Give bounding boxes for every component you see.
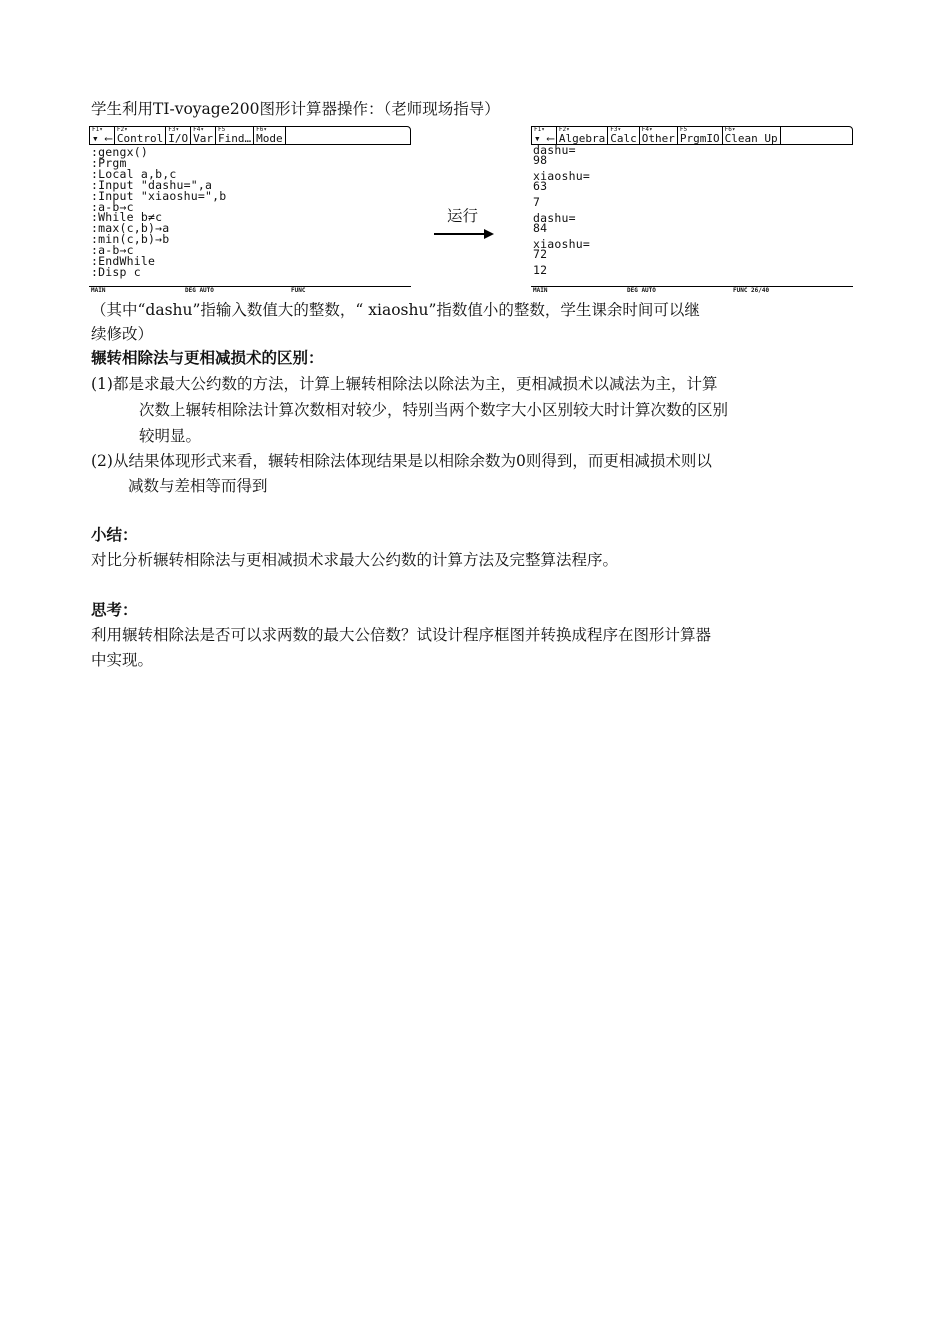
screen-line: 84 xyxy=(533,221,548,235)
summary-heading: 小结： xyxy=(91,526,138,544)
toolbar-menu-label: PrgmIO xyxy=(679,132,720,145)
intro-text: 学生利用TI-voyage200图形计算器操作：（老师现场指导） xyxy=(91,100,500,118)
toolbar-menu-label: Clean Up xyxy=(724,132,778,145)
screen-line: 98 xyxy=(533,153,548,167)
function-key-label: F4▾ xyxy=(193,126,204,133)
status-func: FUNC xyxy=(291,287,306,294)
status-func: FUNC 26/40 xyxy=(733,287,770,294)
function-key-label: F1▾ xyxy=(534,126,545,133)
point-1-line-1: (1)都是求最大公约数的方法，计算上辗转相除法以除法为主，更相减损术以减法为主，计算 xyxy=(91,375,718,393)
toolbar-menu-label: Algebra xyxy=(558,132,606,145)
function-key-label: F2▾ xyxy=(116,126,128,133)
function-key-label: F3▾ xyxy=(168,126,180,133)
screen-line: :Local a,b,c xyxy=(91,166,177,181)
toolbar-menu-label: Mode xyxy=(256,132,283,145)
function-key-label: F2▾ xyxy=(558,126,570,133)
run-arrow xyxy=(434,204,494,244)
function-key-label: F6▾ xyxy=(256,126,267,133)
screen-line: xiaoshu= xyxy=(533,169,590,183)
function-key-label: F5 xyxy=(217,126,226,133)
think-line-2: 中实现。 xyxy=(91,651,154,669)
screen-line: :a-b→c xyxy=(91,199,134,214)
toolbar-menu-label: ▾ ⟵ xyxy=(92,132,112,145)
screen-line: dashu= xyxy=(533,143,576,157)
screen-line: :gengx() xyxy=(91,145,148,159)
calculator-status-bar xyxy=(89,286,411,295)
screen-line: 72 xyxy=(533,247,548,261)
status-angle: DEG AUTO xyxy=(185,287,214,294)
toolbar-menu-label: Other xyxy=(641,132,675,145)
function-key-label: F4▾ xyxy=(641,126,653,133)
toolbar-filler xyxy=(780,126,853,145)
status-mode: MAIN xyxy=(91,287,106,294)
program-code xyxy=(91,145,409,285)
function-key-label: F5 xyxy=(679,126,688,133)
screen-line: :a-b→c xyxy=(91,243,134,258)
point-2-line-1: (2)从结果体现形式来看，辗转相除法体现结果是以相除余数为0则得到，而更相减损术则以 xyxy=(91,452,712,470)
summary-text: 对比分析辗转相除法与更相减损术求最大公约数的计算方法及完整算法程序。 xyxy=(91,551,619,569)
think-line-1: 利用辗转相除法是否可以求两数的最大公倍数？试设计程序框图并转换成程序在图形计算器 xyxy=(91,626,712,644)
arrow-shaft xyxy=(434,233,484,235)
toolbar-menu-label: Calc xyxy=(610,132,637,145)
program-output xyxy=(533,143,851,283)
screen-line: :Prgm xyxy=(91,155,127,170)
calculator-output-screen xyxy=(531,126,853,294)
toolbar-menu-label: Control xyxy=(116,132,164,145)
toolbar-calc_right-f4-button xyxy=(639,126,677,145)
point-2-line-2: 减数与差相等而得到 xyxy=(128,477,268,495)
toolbar-menu-label: Find… xyxy=(217,132,252,145)
toolbar-calc_left-f3-button xyxy=(165,126,190,145)
toolbar-calc_right-f6-button xyxy=(722,126,780,145)
screen-line: :EndWhile xyxy=(91,254,156,268)
screen-line: 7 xyxy=(533,195,541,209)
screen-line: 63 xyxy=(533,179,548,193)
toolbar-calc_right-f5-button xyxy=(677,126,722,145)
arrow-right-icon xyxy=(484,229,494,239)
think-heading: 思考： xyxy=(91,601,138,619)
note-line-1: （其中“dashu”指输入数值大的整数，“ xiaoshu”指数值小的整数，学生课余时间可以继 xyxy=(91,301,700,319)
toolbar-menu-label: ▾ ⟵ xyxy=(534,132,554,145)
screen-line: dashu= xyxy=(533,211,576,225)
calculator-program-editor-screen xyxy=(89,126,411,294)
toolbar-calc_left-f1-button xyxy=(89,126,114,145)
toolbar-calc_left-f2-button xyxy=(114,126,165,145)
point-1-line-3: 较明显。 xyxy=(139,427,202,445)
toolbar-calc_left-f5-button xyxy=(215,126,253,145)
screen-line: :Input "dashu=",a xyxy=(91,177,213,192)
calculator-status-bar xyxy=(531,286,853,295)
screen-line: :While b≠c xyxy=(91,210,163,225)
screen-line: :Input "xiaoshu=",b xyxy=(91,188,227,203)
note-line-2: 续修改） xyxy=(91,325,154,343)
function-key-label: F6▾ xyxy=(724,126,736,133)
function-key-label: F1▾ xyxy=(92,126,103,133)
screen-line: xiaoshu= xyxy=(533,237,590,251)
screen-line: :Disp c xyxy=(91,264,141,279)
screen-line: 12 xyxy=(533,263,548,277)
screen-line: :min(c,b)→b xyxy=(91,232,170,247)
function-key-label: F3▾ xyxy=(610,126,622,133)
difference-heading: 辗转相除法与更相减损术的区别： xyxy=(91,349,324,367)
status-mode: MAIN xyxy=(533,287,548,294)
calculator-toolbar xyxy=(531,126,853,148)
run-label: 运行 xyxy=(447,207,479,225)
toolbar-filler xyxy=(285,126,411,145)
point-1-line-2: 次数上辗转相除法计算次数相对较少，特别当两个数字大小区别较大时计算次数的区别 xyxy=(139,401,729,419)
status-angle: DEG AUTO xyxy=(627,287,656,294)
toolbar-menu-label: Var xyxy=(193,132,213,145)
screen-line: :max(c,b)→a xyxy=(91,221,170,236)
toolbar-calc_right-f3-button xyxy=(607,126,639,145)
toolbar-menu-label: I/O xyxy=(168,132,189,145)
toolbar-calc_left-f6-button xyxy=(253,126,285,145)
toolbar-calc_left-f4-button xyxy=(190,126,215,145)
